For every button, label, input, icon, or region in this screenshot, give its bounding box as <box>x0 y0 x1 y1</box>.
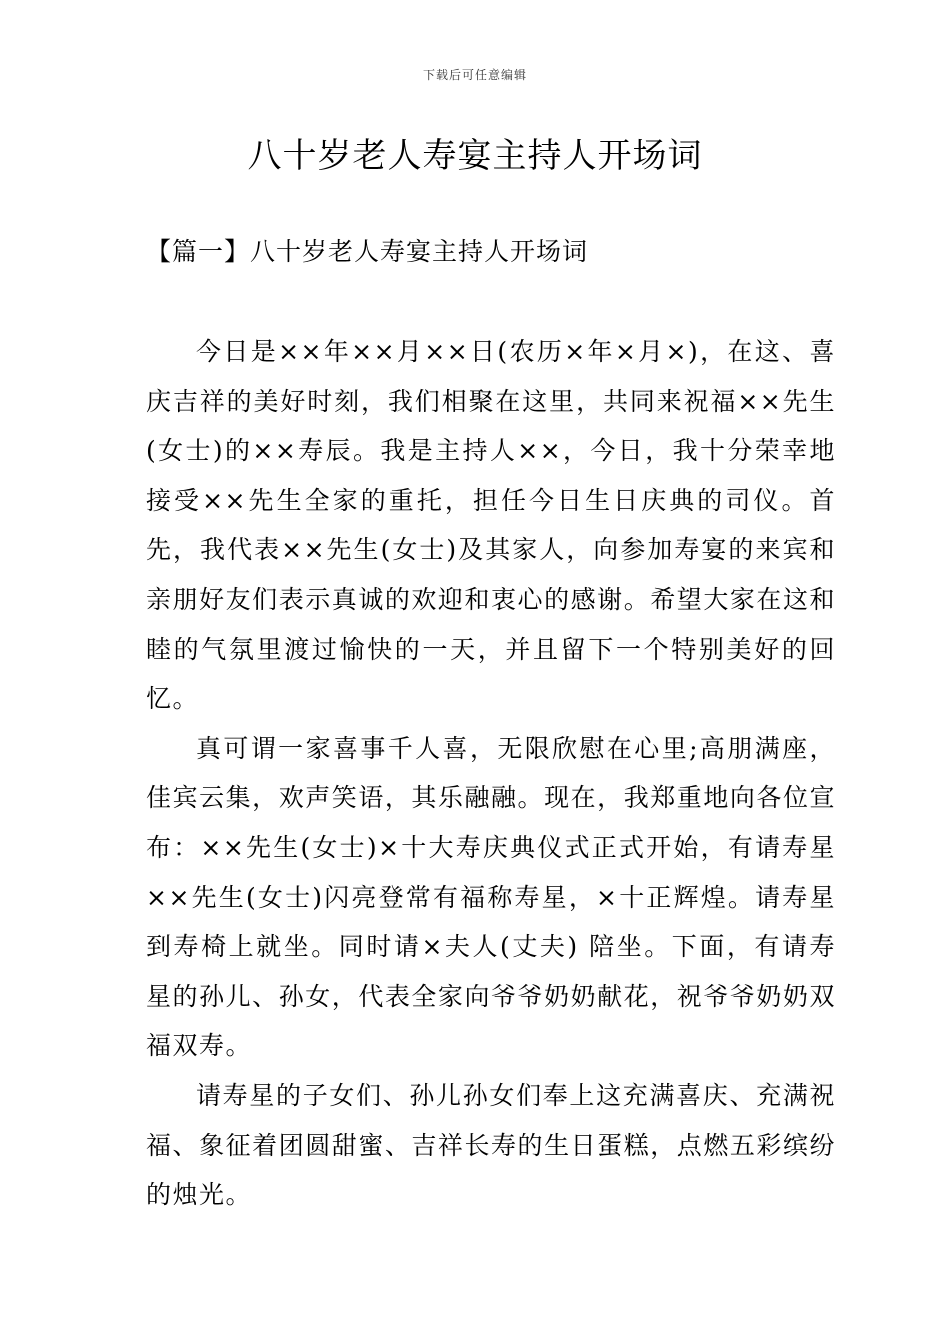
document-body <box>146 327 836 1220</box>
header-note: 下载后可任意编辑 <box>422 68 527 82</box>
document-title: 八十岁老人寿宴主持人开场词 <box>247 136 703 176</box>
paragraph: 真可谓一家喜事千人喜，无限欣慰在心里;高朋满座，佳宾云集，欢声笑语，其乐融融。现在，我郑重地向各位宣布：××先生(女士)×十大寿庆典仪式正式开始，有请寿星××先生(女士)闪亮登常有福称寿星，×十正辉煌。请寿星到寿椅上就坐。同时请×夫人(丈夫) 陪坐。下面，有请寿星的孙儿、孙女，代表全家向爷爷奶奶献花，祝爷爷奶奶双福双寿。 <box>146 733 836 1061</box>
paragraph: 今日是××年××月××日(农历×年×月×)，在这、喜庆吉祥的美好时刻，我们相聚在这里，共同来祝福××先生(女士)的××寿辰。我是主持人××，今日，我十分荣幸地接受××先生全家的重托，担任今日生日庆典的司仪。首先，我代表××先生(女士)及其家人，向参加寿宴的来宾和亲朋好友们表示真诚的欢迎和衷心的感谢。希望大家在这和睦的气氛里渡过愉快的一天，并且留下一个特别美好的回忆。 <box>146 337 836 714</box>
section-heading: 【篇一】八十岁老人寿宴主持人开场词 <box>146 237 589 266</box>
paragraph: 请寿星的子女们、孙儿孙女们奉上这充满喜庆、充满祝福、象征着团圆甜蜜、吉祥长寿的生日蛋糕，点燃五彩缤纷的烛光。 <box>146 1080 836 1210</box>
